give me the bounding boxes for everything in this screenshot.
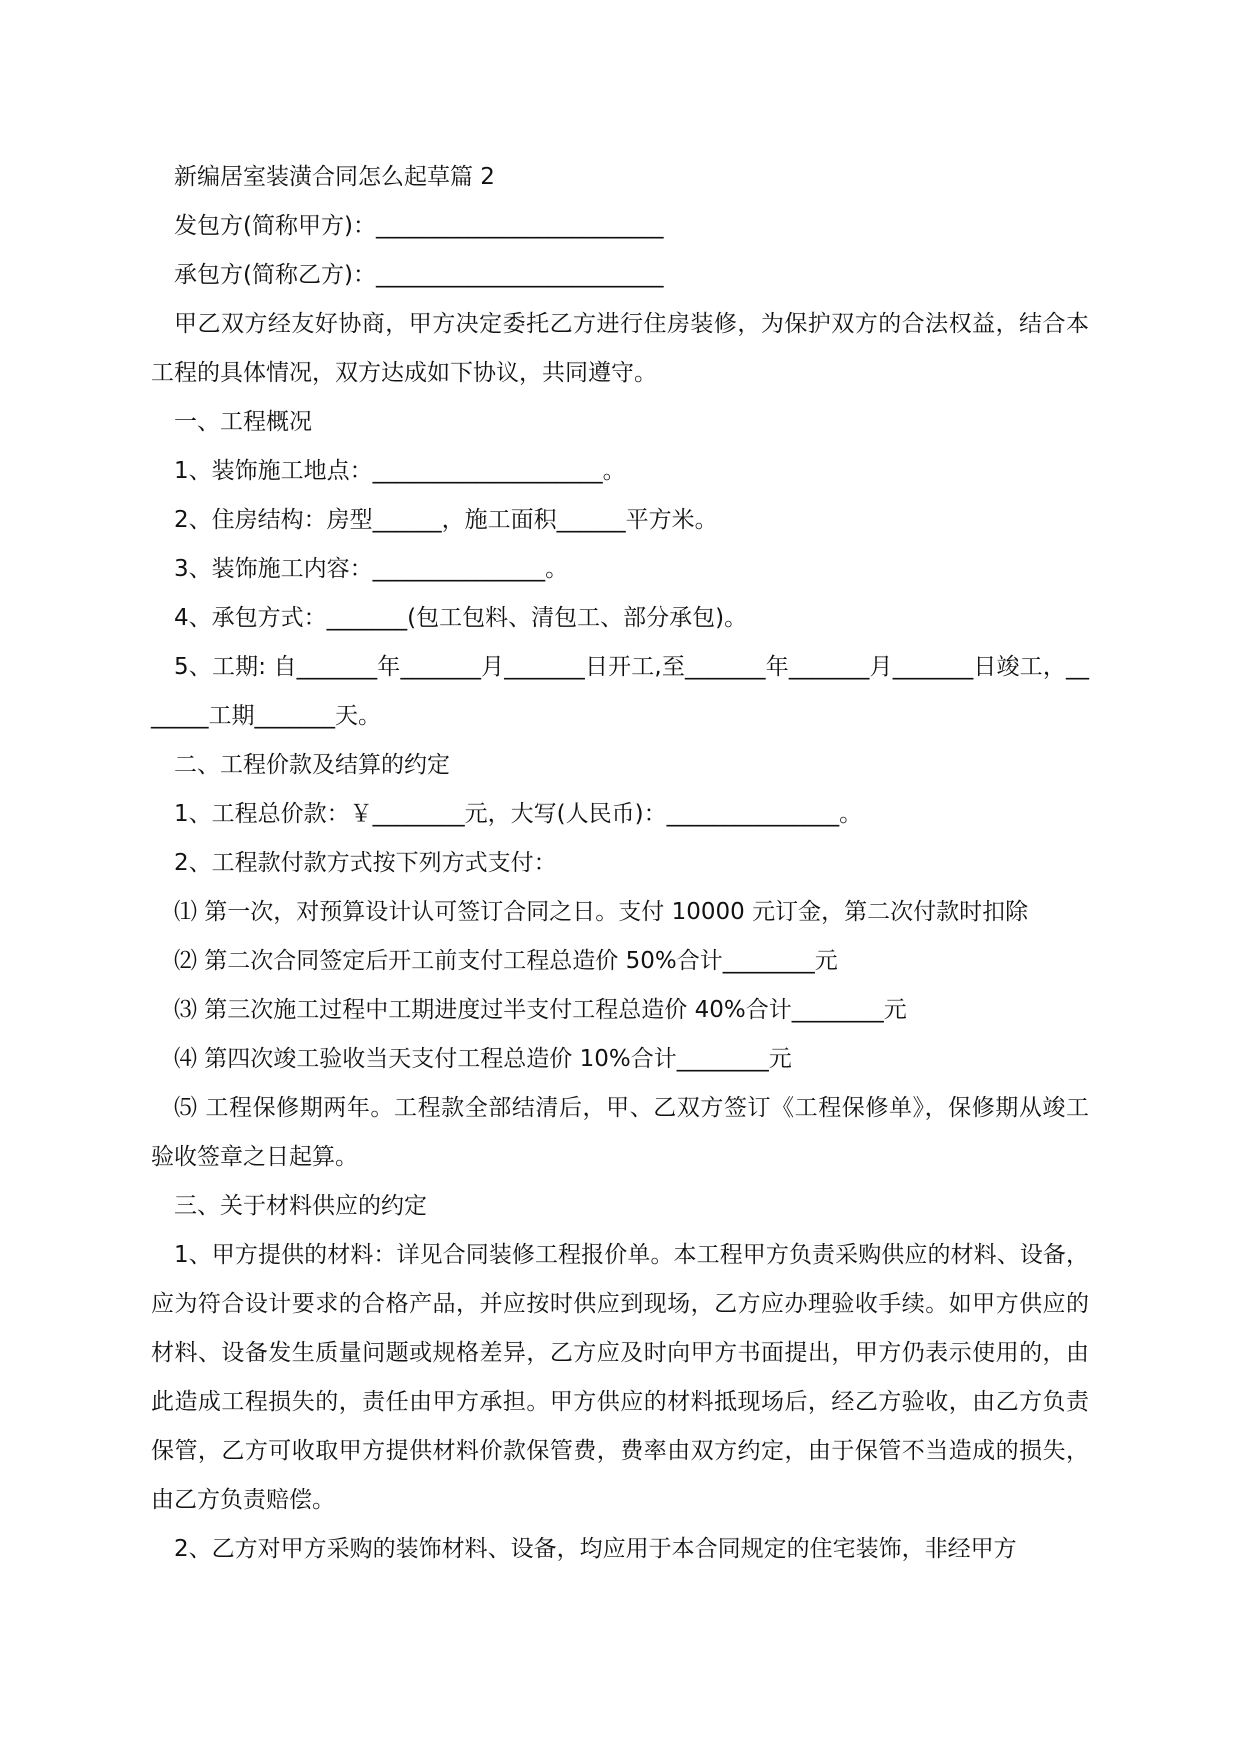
clause-2-2: 2、工程款付款方式按下列方式支付： [174, 850, 557, 876]
clause-2-1: 1、工程总价款：￥________元，大写(人民币)：_______________。 [174, 801, 863, 827]
section-heading-2: 二、工程价款及结算的约定 [174, 752, 450, 778]
payment-item-4: ⑷ 第四次竣工验收当天支付工程总造价 10%合计________元 [174, 1046, 792, 1072]
clause-3-1: 1、甲方提供的材料：详见合同装修工程报价单。本工程甲方负责采购供应的材料、设备，应为符合设计要求的合格产品，并应按时供应到现场，乙方应办理验收手续。如甲方供应的材料、设备发生质量问题或规格差异，乙方应及时向甲方书面提出，甲方仍表示使用的，由此造成工程损失的，责任由甲方承担。甲方供应的材料抵现场后，经乙方验收，由乙方负责保管，乙方可收取甲方提供材料价款保管费，费率由双方约定，由于保管不当造成的损失，由乙方负责赔偿。 [151, 1242, 1089, 1513]
payment-item-1: ⑴ 第一次，对预算设计认可签订合同之日。支付 10000 元订金，第二次付款时扣除 [174, 899, 1029, 925]
document-body [151, 153, 1089, 1574]
payment-item-3: ⑶ 第三次施工过程中工期进度过半支付工程总造价 40%合计________元 [174, 997, 907, 1023]
clause-1-3: 3、装饰施工内容：_______________。 [174, 556, 569, 582]
payment-item-5: ⑸ 工程保修期两年。工程款全部结清后，甲、乙双方签订《工程保修单》，保修期从竣工验收签章之日起算。 [151, 1095, 1089, 1170]
payment-item-2: ⑵ 第二次合同签定后开工前支付工程总造价 50%合计________元 [174, 948, 838, 974]
clause-1-2: 2、住房结构：房型______，施工面积______平方米。 [174, 507, 718, 533]
clause-1-5: 5、工期: 自_______年_______月_______日开工,至_______年_______月_______日竣工，_______工期_______天。 [151, 654, 1089, 729]
document-title: 新编居室装潢合同怎么起草篇 2 [174, 164, 495, 190]
party-b-field: 承包方(简称乙方)：_________________________ [174, 262, 664, 288]
clause-1-4: 4、承包方式：_______(包工包料、清包工、部分承包)。 [174, 605, 748, 631]
party-a-field: 发包方(简称甲方)：_________________________ [174, 213, 664, 239]
section-heading-3: 三、关于材料供应的约定 [174, 1193, 427, 1219]
section-heading-1: 一、工程概况 [174, 409, 312, 435]
clause-1-1: 1、装饰施工地点：____________________。 [174, 458, 626, 484]
clause-3-2: 2、乙方对甲方采购的装饰材料、设备，均应用于本合同规定的住宅装饰，非经甲方 [174, 1536, 1017, 1562]
intro-paragraph: 甲乙双方经友好协商，甲方决定委托乙方进行住房装修，为保护双方的合法权益，结合本工程的具体情况，双方达成如下协议，共同遵守。 [151, 311, 1089, 386]
